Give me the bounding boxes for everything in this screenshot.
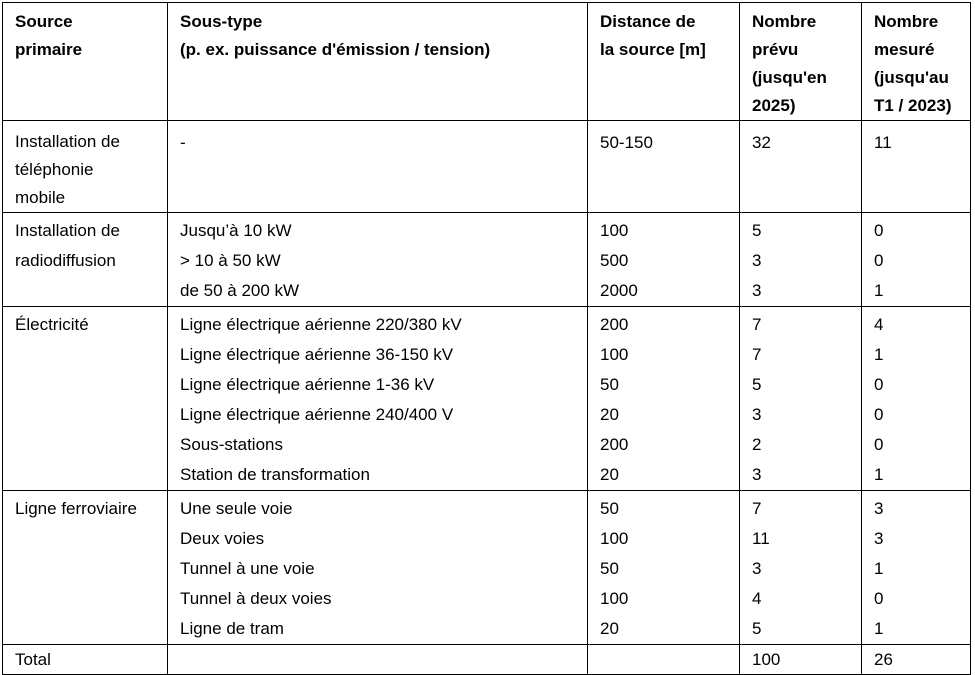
source-cell xyxy=(3,121,168,213)
planned-count-value: 3 xyxy=(752,465,762,484)
header-text: 2025) xyxy=(752,96,796,115)
header-text: T1 / 2023) xyxy=(874,96,952,115)
planned-count-value: 7 xyxy=(752,499,762,518)
header-text: Nombre xyxy=(752,12,817,31)
planned-count-value: 3 xyxy=(752,251,762,270)
header-row xyxy=(3,3,971,121)
distance-value: 50 xyxy=(600,559,619,578)
measured-count-value: 1 xyxy=(874,345,884,364)
header-source xyxy=(3,3,168,121)
header-text: la source [m] xyxy=(600,40,706,59)
source-text: radiodiffusion xyxy=(15,251,116,270)
measured-count-value: 0 xyxy=(874,375,884,394)
distance-value: 200 xyxy=(600,435,629,454)
header-text: Distance de xyxy=(600,12,696,31)
subtype-cell xyxy=(168,491,588,645)
header-text: Source xyxy=(15,12,73,31)
planned-count-cell xyxy=(740,121,862,213)
measured-count-cell xyxy=(862,491,971,645)
subtype-value: > 10 à 50 kW xyxy=(180,251,281,270)
header-planned xyxy=(740,3,862,121)
table-row-group xyxy=(3,307,971,491)
distance-value: 20 xyxy=(600,465,619,484)
header-text: primaire xyxy=(15,40,83,59)
header-text: (jusqu'en xyxy=(752,68,827,87)
planned-count-cell xyxy=(740,307,862,491)
measured-count-value: 3 xyxy=(874,499,884,518)
distance-value: 20 xyxy=(600,405,619,424)
measured-count-value: 0 xyxy=(874,589,884,608)
source-text: mobile xyxy=(15,188,66,207)
subtype-value: Ligne électrique aérienne 36-150 kV xyxy=(180,345,454,364)
measured-count-value: 0 xyxy=(874,405,884,424)
subtype-cell xyxy=(168,121,588,213)
header-measured xyxy=(862,3,971,121)
header-text: Sous-type xyxy=(180,12,263,31)
measured-count-value: 0 xyxy=(874,435,884,454)
planned-count-value: 5 xyxy=(752,375,762,394)
subtype-cell xyxy=(168,307,588,491)
subtype-value: Tunnel à deux voies xyxy=(180,589,332,608)
source-cell xyxy=(3,213,168,307)
planned-count-value: 4 xyxy=(752,589,762,608)
planned-count-cell xyxy=(740,491,862,645)
source-text: téléphonie xyxy=(15,160,94,179)
header-text: (p. ex. puissance d'émission / tension) xyxy=(180,40,491,59)
planned-count-value: 32 xyxy=(752,133,771,152)
planned-count-value: 3 xyxy=(752,559,762,578)
distance-value: 50-150 xyxy=(600,133,653,152)
source-text: Installation de xyxy=(15,132,120,151)
planned-count-value: 3 xyxy=(752,405,762,424)
planned-count-value: 11 xyxy=(752,529,770,548)
subtype-value: Deux voies xyxy=(180,529,265,548)
measured-count-value: 0 xyxy=(874,221,884,240)
subtype-value: Tunnel à une voie xyxy=(180,559,315,578)
header-subtype xyxy=(168,3,588,121)
total-row xyxy=(3,645,971,675)
distance-value: 2000 xyxy=(600,281,638,300)
distance-value: 200 xyxy=(600,315,629,334)
planned-count-value: 5 xyxy=(752,221,762,240)
subtype-value: Station de transformation xyxy=(180,465,370,484)
measured-count-value: 11 xyxy=(874,133,892,152)
table-row-group xyxy=(3,213,971,307)
distance-value: 500 xyxy=(600,251,629,270)
distance-value: 50 xyxy=(600,375,619,394)
header-text: prévu xyxy=(752,40,799,59)
source-text: Installation de xyxy=(15,221,120,240)
measured-count-value: 1 xyxy=(874,465,884,484)
planned-count-cell xyxy=(740,213,862,307)
total-planned: 100 xyxy=(752,650,781,669)
subtype-value: Une seule voie xyxy=(180,499,293,518)
subtype-value: Ligne de tram xyxy=(180,619,284,638)
total-distance xyxy=(600,647,739,673)
header-text: mesuré xyxy=(874,40,935,59)
source-cell xyxy=(3,491,168,645)
distance-value: 100 xyxy=(600,345,629,364)
header-text: (jusqu'au xyxy=(874,68,949,87)
measured-count-value: 3 xyxy=(874,529,884,548)
measured-count-value: 4 xyxy=(874,315,884,334)
table-row-group xyxy=(3,491,971,645)
header-text: Nombre xyxy=(874,12,939,31)
planned-count-value: 7 xyxy=(752,345,762,364)
subtype-value: Jusqu’à 10 kW xyxy=(180,221,292,240)
subtype-value: Ligne électrique aérienne 1-36 kV xyxy=(180,375,435,394)
total-planned-cell xyxy=(740,645,862,675)
distance-cell xyxy=(588,491,740,645)
measured-count-cell xyxy=(862,307,971,491)
planned-count-value: 5 xyxy=(752,619,762,638)
subtype-value: - xyxy=(180,133,186,152)
total-label: Total xyxy=(15,650,51,669)
measured-count-value: 1 xyxy=(874,281,884,300)
measured-count-value: 1 xyxy=(874,619,884,638)
distance-value: 100 xyxy=(600,221,629,240)
planned-count-value: 2 xyxy=(752,435,762,454)
total-label-cell xyxy=(3,645,168,675)
total-measured: 26 xyxy=(874,650,893,669)
source-text: Électricité xyxy=(15,315,89,334)
source-cell xyxy=(3,307,168,491)
total-distance-cell xyxy=(588,645,740,675)
measured-count-cell xyxy=(862,213,971,307)
subtype-cell xyxy=(168,213,588,307)
subtype-value: de 50 à 200 kW xyxy=(180,281,300,300)
total-measured-cell xyxy=(862,645,971,675)
planned-count-value: 7 xyxy=(752,315,762,334)
table-row-group xyxy=(3,121,971,213)
distance-cell xyxy=(588,307,740,491)
header-distance xyxy=(588,3,740,121)
total-subtype-cell xyxy=(168,645,588,675)
distance-value: 100 xyxy=(600,589,629,608)
distance-value: 100 xyxy=(600,529,629,548)
subtype-value: Sous-stations xyxy=(180,435,283,454)
measured-count-cell xyxy=(862,121,971,213)
measured-count-value: 0 xyxy=(874,251,884,270)
emission-sources-table xyxy=(2,2,971,675)
source-text: Ligne ferroviaire xyxy=(15,499,137,518)
distance-cell xyxy=(588,213,740,307)
distance-value: 20 xyxy=(600,619,619,638)
measured-count-value: 1 xyxy=(874,559,884,578)
distance-cell xyxy=(588,121,740,213)
subtype-value: Ligne électrique aérienne 220/380 kV xyxy=(180,315,462,334)
total-subtype xyxy=(180,647,587,673)
distance-value: 50 xyxy=(600,499,619,518)
subtype-value: Ligne électrique aérienne 240/400 V xyxy=(180,405,454,424)
planned-count-value: 3 xyxy=(752,281,762,300)
